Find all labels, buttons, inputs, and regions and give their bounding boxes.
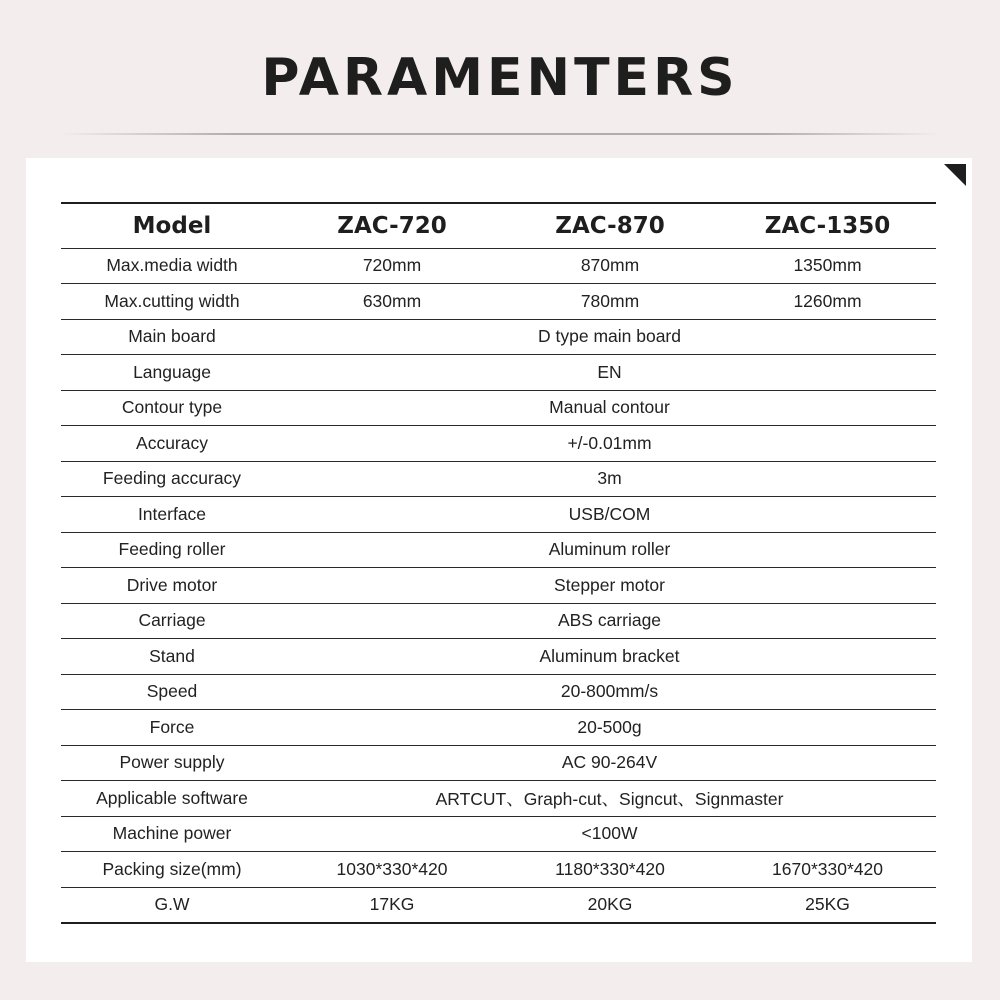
row-value: 25KG — [719, 887, 936, 923]
row-value-shared: 20-800mm/s — [283, 674, 936, 710]
row-value: 1260mm — [719, 284, 936, 320]
table-row — [61, 781, 936, 817]
table-row — [61, 852, 936, 888]
table-row — [61, 390, 936, 426]
header-cell-zac-720: ZAC-720 — [283, 203, 501, 248]
row-label: Carriage — [61, 603, 283, 639]
row-value: 1180*330*420 — [501, 852, 719, 888]
row-label: Drive motor — [61, 568, 283, 604]
title-divider — [60, 133, 940, 135]
header-cell-model: Model — [61, 203, 283, 248]
corner-triangle-icon — [944, 164, 966, 186]
table-row — [61, 568, 936, 604]
table-row — [61, 461, 936, 497]
row-value: 870mm — [501, 248, 719, 284]
row-label: Stand — [61, 639, 283, 675]
row-label: Max.media width — [61, 248, 283, 284]
row-label: Language — [61, 355, 283, 391]
table-row — [61, 887, 936, 923]
spec-card — [26, 158, 972, 962]
row-label: Speed — [61, 674, 283, 710]
table-row — [61, 497, 936, 533]
page-title: PARAMENTERS — [261, 48, 739, 108]
row-value-shared: USB/COM — [283, 497, 936, 533]
row-label: Machine power — [61, 816, 283, 852]
row-label: Feeding accuracy — [61, 461, 283, 497]
row-value: 20KG — [501, 887, 719, 923]
row-value: 630mm — [283, 284, 501, 320]
row-value-shared: Aluminum roller — [283, 532, 936, 568]
row-value: 1350mm — [719, 248, 936, 284]
table-row — [61, 426, 936, 462]
row-label: Interface — [61, 497, 283, 533]
table-row — [61, 532, 936, 568]
row-label: Packing size(mm) — [61, 852, 283, 888]
table-row — [61, 710, 936, 746]
row-label: Main board — [61, 319, 283, 355]
row-label: Contour type — [61, 390, 283, 426]
row-label: Applicable software — [61, 781, 283, 817]
header-cell-zac-870: ZAC-870 — [501, 203, 719, 248]
table-row — [61, 319, 936, 355]
row-label: Power supply — [61, 745, 283, 781]
table-row — [61, 674, 936, 710]
table-row — [61, 603, 936, 639]
row-label: Accuracy — [61, 426, 283, 462]
row-value: 780mm — [501, 284, 719, 320]
table-row — [61, 816, 936, 852]
row-label: Feeding roller — [61, 532, 283, 568]
row-value-shared: Manual contour — [283, 390, 936, 426]
row-value-shared: Stepper motor — [283, 568, 936, 604]
table-row — [61, 745, 936, 781]
row-label: G.W — [61, 887, 283, 923]
row-label: Force — [61, 710, 283, 746]
row-value-shared: +/-0.01mm — [283, 426, 936, 462]
row-value-shared: 20-500g — [283, 710, 936, 746]
table-row — [61, 639, 936, 675]
row-value-shared: ARTCUT、Graph-cut、Signcut、Signmaster — [283, 781, 936, 817]
row-value-shared: AC 90-264V — [283, 745, 936, 781]
row-value-shared: <100W — [283, 816, 936, 852]
table-row — [61, 248, 936, 284]
table-row — [61, 284, 936, 320]
row-value-shared: EN — [283, 355, 936, 391]
header-cell-zac-1350: ZAC-1350 — [719, 203, 936, 248]
spec-table — [61, 202, 936, 924]
row-value: 720mm — [283, 248, 501, 284]
table-header-row — [61, 203, 936, 248]
row-label: Max.cutting width — [61, 284, 283, 320]
row-value: 1670*330*420 — [719, 852, 936, 888]
row-value-shared: 3m — [283, 461, 936, 497]
row-value: 17KG — [283, 887, 501, 923]
row-value-shared: Aluminum bracket — [283, 639, 936, 675]
row-value-shared: D type main board — [283, 319, 936, 355]
table-row — [61, 355, 936, 391]
row-value: 1030*330*420 — [283, 852, 501, 888]
row-value-shared: ABS carriage — [283, 603, 936, 639]
